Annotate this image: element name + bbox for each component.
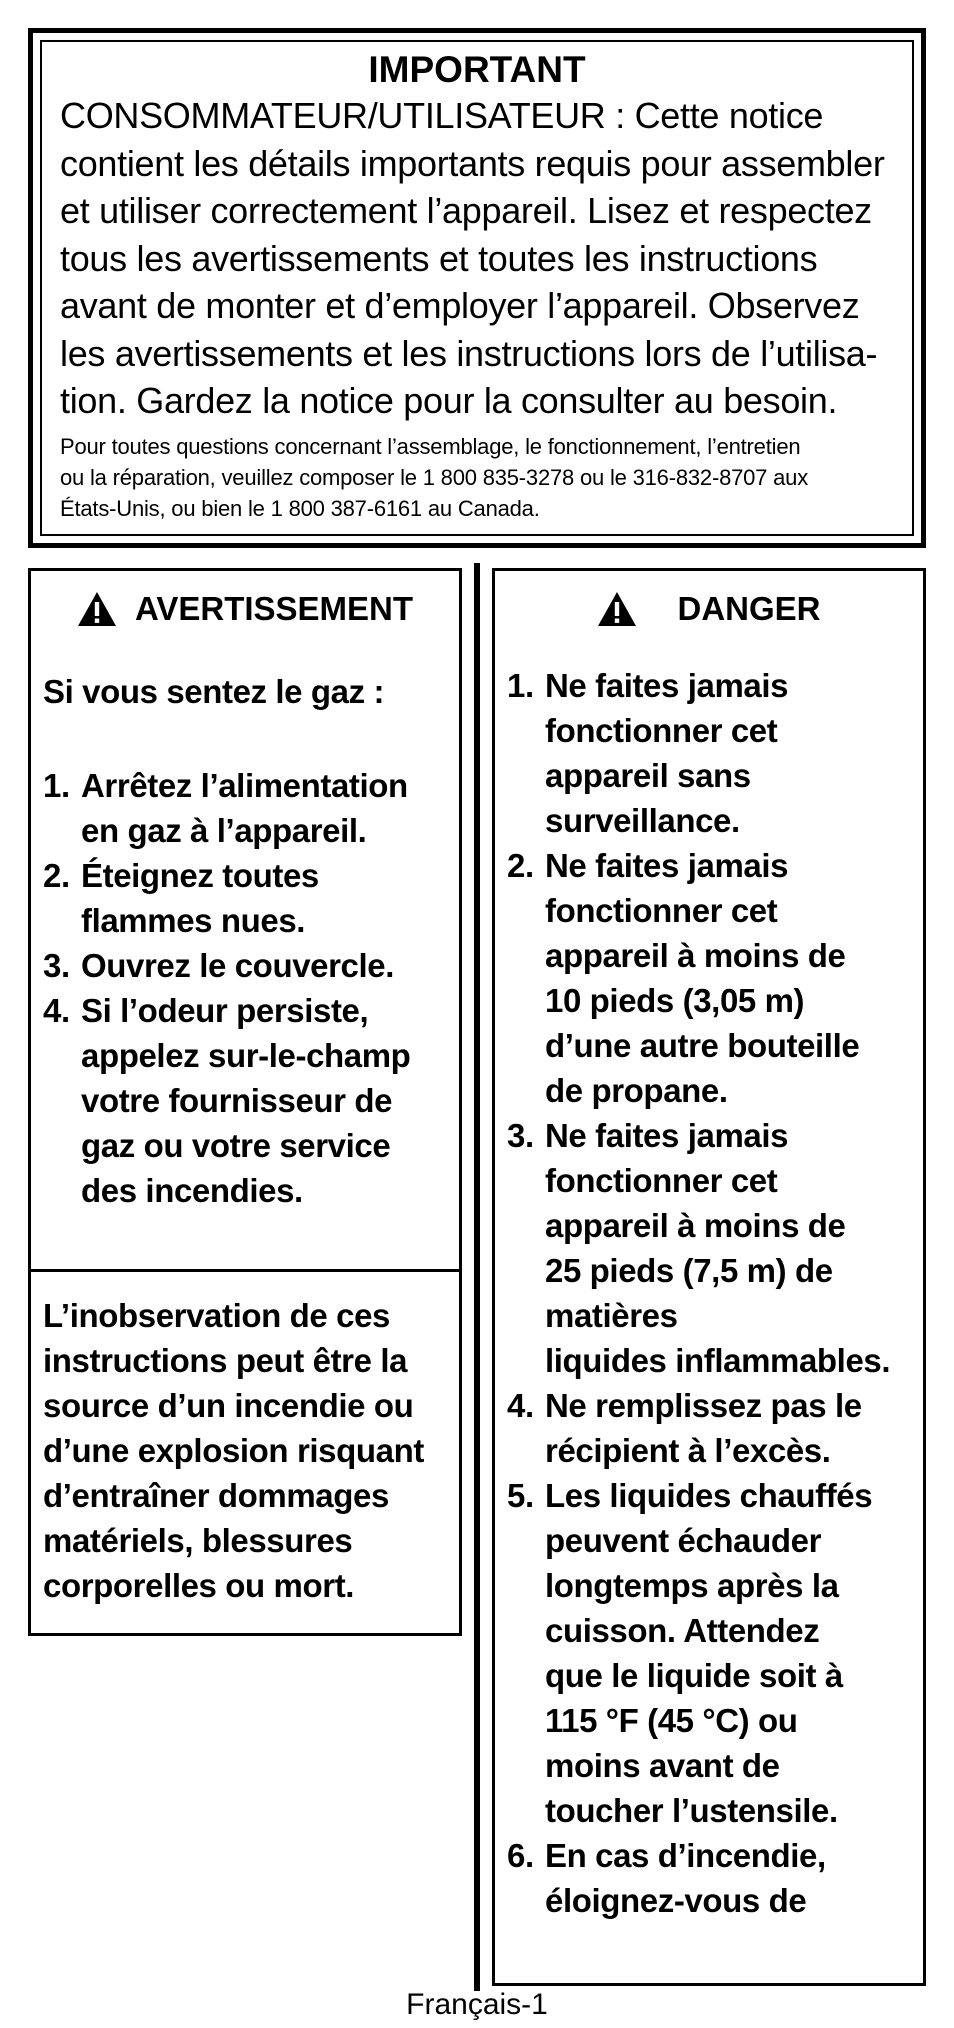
list-item-number: 5. [507, 1477, 534, 1514]
consequence-line: corporelles ou mort. [43, 1567, 355, 1604]
danger-box [492, 568, 926, 1986]
list-item-line: matières [545, 1297, 678, 1334]
warning-subtitle: Si vous sentez le gaz : [43, 673, 385, 710]
important-body-line: et utiliser correctement l’appareil. Lisez et respectez [60, 190, 872, 231]
list-item-line: appareil sans [545, 757, 751, 794]
important-contact-line: États-Unis, ou bien le 1 800 387-6161 au Canada. [60, 495, 540, 521]
list-item-line: En cas d’incendie, [545, 1837, 826, 1874]
important-title: IMPORTANT [368, 49, 586, 90]
list-item-number: 2. [507, 847, 534, 884]
list-item-line: Ne faites jamais [545, 667, 789, 704]
important-body-line: avant de monter et d’employer l’appareil. Observez [60, 285, 860, 326]
list-item-line: des incendies. [81, 1172, 303, 1209]
list-item-line: Ne faites jamais [545, 847, 789, 884]
list-item-line: 10 pieds (3,05 m) [545, 982, 805, 1019]
column-divider [474, 563, 480, 1991]
list-item-line: Ne remplissez pas le [545, 1387, 862, 1424]
list-item-line: en gaz à l’appareil. [81, 812, 367, 849]
list-item-line: récipient à l’excès. [545, 1432, 831, 1469]
warning-heading [31, 581, 459, 637]
warning-triangle-icon [77, 591, 117, 627]
important-body-line: tous les avertissements et toutes les instructions [60, 237, 818, 279]
list-item-line: appareil à moins de [545, 1207, 846, 1244]
consequence-line: source d’un incendie ou [43, 1387, 414, 1424]
list-item-number: 3. [43, 947, 70, 984]
list-item-line: gaz ou votre service [81, 1127, 391, 1164]
list-item-number: 1. [507, 667, 534, 704]
important-body-line: contient les détails importants requis pour assembler [60, 142, 885, 184]
list-item-line: Si l’odeur persiste, [81, 992, 369, 1029]
list-item-line: cuisson. Attendez [545, 1612, 820, 1649]
warning-box [28, 568, 462, 1636]
list-item-line: toucher l’ustensile. [545, 1792, 838, 1829]
danger-list [507, 663, 890, 1923]
list-item [43, 988, 410, 1213]
list-item [507, 663, 890, 843]
warning-title: AVERTISSEMENT [134, 590, 414, 627]
list-item-line: fonctionner cet [545, 712, 778, 749]
important-body-line: CONSOMMATEUR/UTILISATEUR : Cette notice [60, 95, 824, 136]
list-item-line: éloignez-vous de [545, 1882, 807, 1919]
important-contact-line: Pour toutes questions concernant l’assemblage, le fonctionnement, l’entretien [60, 433, 801, 459]
list-item [507, 1113, 890, 1383]
list-item [43, 763, 410, 853]
important-notice [28, 28, 926, 548]
warning-consequence [43, 1293, 424, 1608]
list-item [507, 843, 890, 1113]
danger-title: DANGER [677, 590, 821, 627]
list-item-number: 2. [43, 857, 70, 894]
list-item-line: Éteignez toutes [81, 857, 319, 894]
list-item-line: liquides inflammables. [545, 1342, 891, 1379]
list-item-line: longtemps après la [545, 1567, 839, 1604]
warning-triangle-icon [597, 591, 637, 627]
consequence-line: matériels, blessures [43, 1522, 353, 1559]
list-item-line: appareil à moins de [545, 937, 846, 974]
list-item-number: 1. [43, 767, 70, 804]
list-item-line: de propane. [545, 1072, 728, 1109]
page-footer: Français-1 [406, 1988, 548, 2021]
list-item-line: fonctionner cet [545, 892, 778, 929]
list-item-line: appelez sur-le-champ [81, 1037, 411, 1074]
warning-list [43, 763, 410, 1213]
important-body [60, 92, 894, 425]
list-item [507, 1833, 890, 1923]
list-item-number: 6. [507, 1837, 534, 1874]
list-item-line: votre fournisseur de [81, 1082, 393, 1119]
list-item-line: flammes nues. [81, 902, 306, 939]
list-item-line: moins avant de [545, 1747, 780, 1784]
consequence-line: instructions peut être la [43, 1342, 408, 1379]
list-item [507, 1383, 890, 1473]
warning-divider [31, 1269, 459, 1272]
list-item [43, 853, 410, 943]
list-item-line: Ne faites jamais [545, 1117, 789, 1154]
list-item-line: 115 °F (45 °C) ou [545, 1702, 798, 1739]
list-item-line: que le liquide soit à [545, 1657, 843, 1694]
list-item [43, 943, 410, 988]
danger-heading [495, 581, 923, 637]
list-item-line: surveillance. [545, 802, 740, 839]
important-contact-line: ou la réparation, veuillez composer le 1 800 835-3278 ou le 316-832-8707 aux [60, 464, 808, 490]
important-contact [60, 431, 894, 524]
list-item-number: 4. [43, 992, 70, 1029]
list-item [507, 1473, 890, 1833]
list-item-line: d’une autre bouteille [545, 1027, 860, 1064]
important-notice-inner [40, 40, 914, 536]
list-item-line: fonctionner cet [545, 1162, 778, 1199]
consequence-line: L’inobservation de ces [43, 1297, 390, 1334]
list-item-number: 4. [507, 1387, 534, 1424]
list-item-number: 3. [507, 1117, 534, 1154]
consequence-line: d’entraîner dommages [43, 1477, 389, 1514]
list-item-line: peuvent échauder [545, 1522, 822, 1559]
list-item-line: Les liquides chauffés [545, 1477, 873, 1514]
list-item-line: 25 pieds (7,5 m) de [545, 1252, 833, 1289]
important-body-line: les avertissements et les instructions lors de l’utilisa- [60, 332, 878, 374]
list-item-line: Arrêtez l’alimentation [81, 767, 408, 804]
important-body-line: tion. Gardez la notice pour la consulter au besoin. [60, 380, 838, 421]
consequence-line: d’une explosion risquant [43, 1432, 424, 1469]
list-item-line: Ouvrez le couvercle. [81, 947, 394, 984]
